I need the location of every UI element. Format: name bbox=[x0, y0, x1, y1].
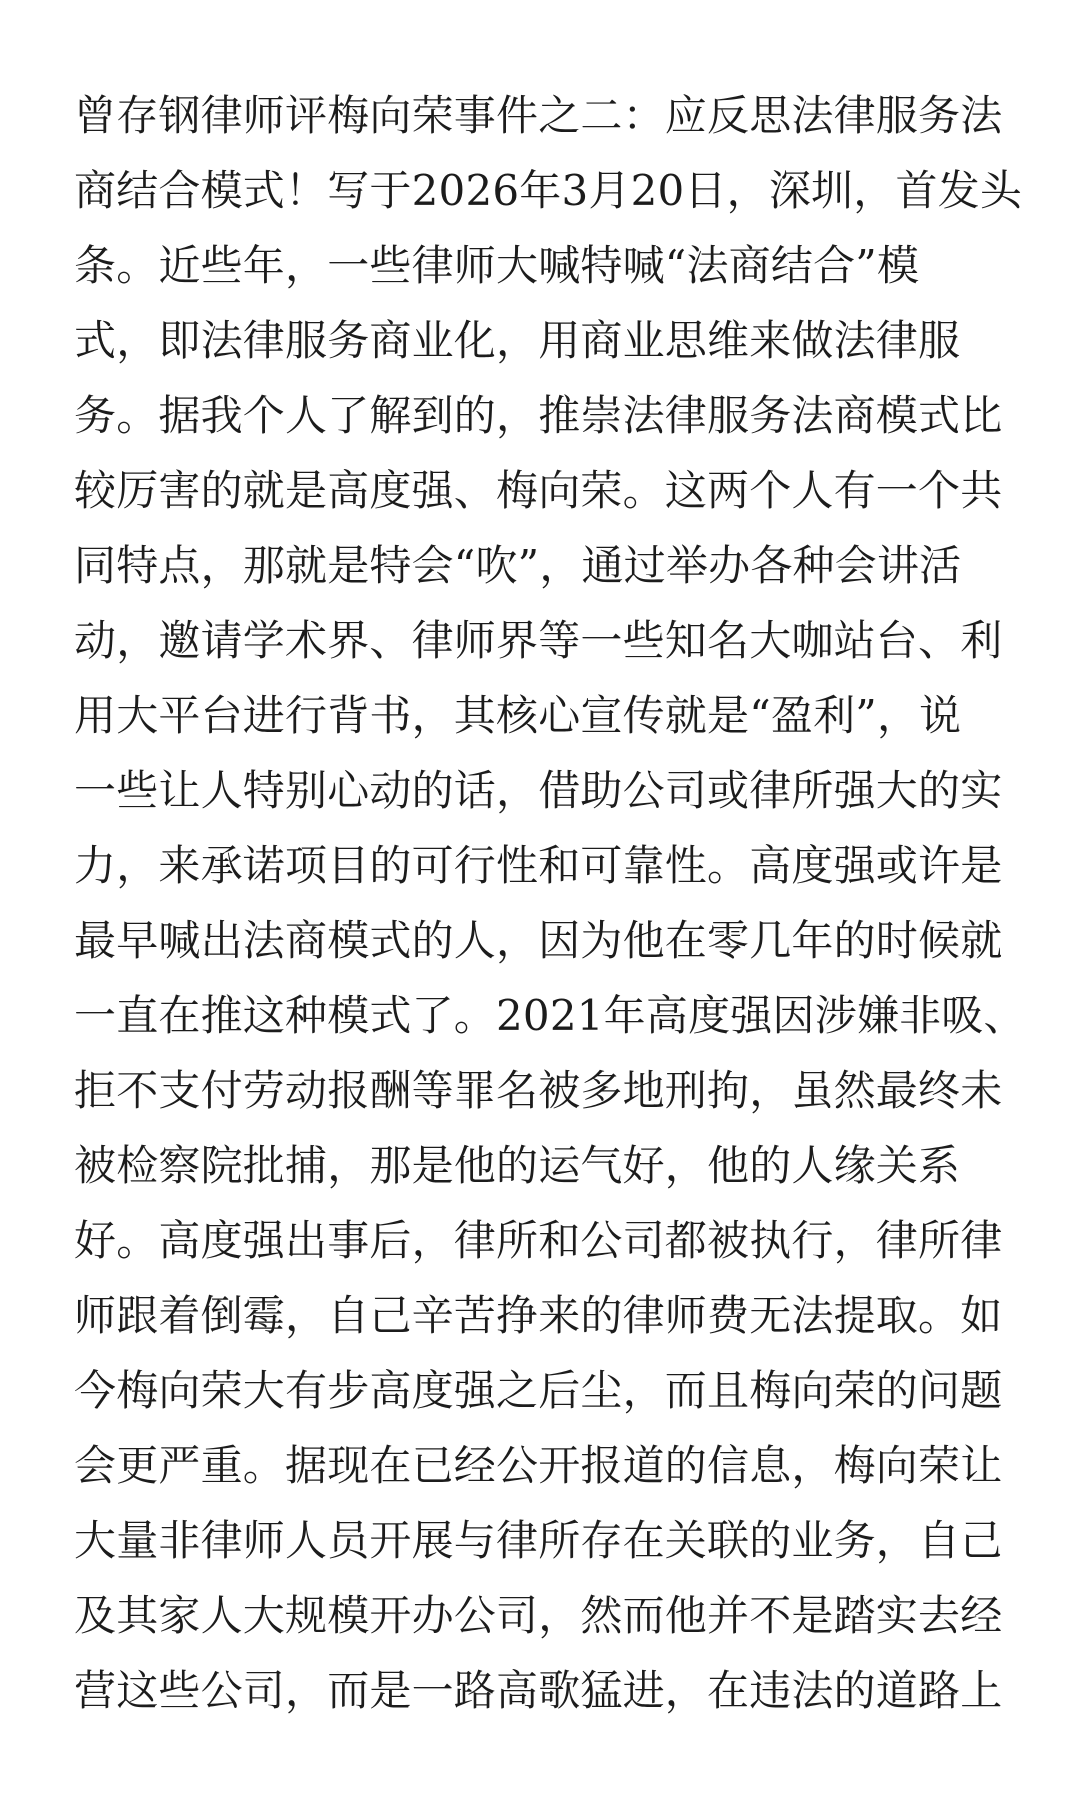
article-line: 一直在推这种模式了。2021年高度强因涉嫌非吸、 bbox=[74, 991, 1026, 1040]
article-line: 商结合模式！写于2026年3月20日，深圳，首发头 bbox=[74, 166, 1023, 215]
article-line: 力，来承诺项目的可行性和可靠性。高度强或许是 bbox=[74, 841, 1003, 890]
article-line: 较厉害的就是高度强、梅向荣。这两个人有一个共 bbox=[74, 466, 1003, 515]
article-line: 条。近些年，一些律师大喊特喊“法商结合”模 bbox=[74, 241, 920, 290]
article-line: 动，邀请学术界、律师界等一些知名大咖站台、利 bbox=[74, 616, 1003, 665]
article-line: 好。高度强出事后，律所和公司都被执行，律所律 bbox=[74, 1216, 1003, 1265]
article-line: 会更严重。据现在已经公开报道的信息，梅向荣让 bbox=[74, 1441, 1003, 1490]
article-line: 大量非律师人员开展与律所存在关联的业务，自己 bbox=[74, 1516, 1003, 1565]
article-line: 今梅向荣大有步高度强之后尘，而且梅向荣的问题 bbox=[74, 1366, 1003, 1415]
article-line: 师跟着倒霉，自己辛苦挣来的律师费无法提取。如 bbox=[74, 1291, 1003, 1340]
article-line: 及其家人大规模开办公司，然而他并不是踏实去经 bbox=[74, 1591, 1003, 1640]
article-line: 曾存钢律师评梅向荣事件之二：应反思法律服务法 bbox=[74, 91, 1003, 140]
article-line: 一些让人特别心动的话，借助公司或律所强大的实 bbox=[74, 766, 1003, 815]
article-line: 最早喊出法商模式的人，因为他在零几年的时候就 bbox=[74, 916, 1003, 965]
article-line: 营这些公司，而是一路高歌猛进，在违法的道路上 bbox=[74, 1666, 1003, 1715]
article-line: 用大平台进行背书，其核心宣传就是“盈利”，说 bbox=[74, 691, 962, 740]
article-line: 式，即法律服务商业化，用商业思维来做法律服 bbox=[74, 316, 961, 365]
article-line: 务。据我个人了解到的，推崇法律服务法商模式比 bbox=[74, 391, 1003, 440]
article-line: 拒不支付劳动报酬等罪名被多地刑拘，虽然最终未 bbox=[74, 1066, 1003, 1115]
article-line: 被检察院批捕，那是他的运气好，他的人缘关系 bbox=[74, 1141, 961, 1190]
article-line: 同特点，那就是特会“吹”，通过举办各种会讲活 bbox=[74, 541, 962, 590]
article-body bbox=[74, 78, 1026, 1728]
